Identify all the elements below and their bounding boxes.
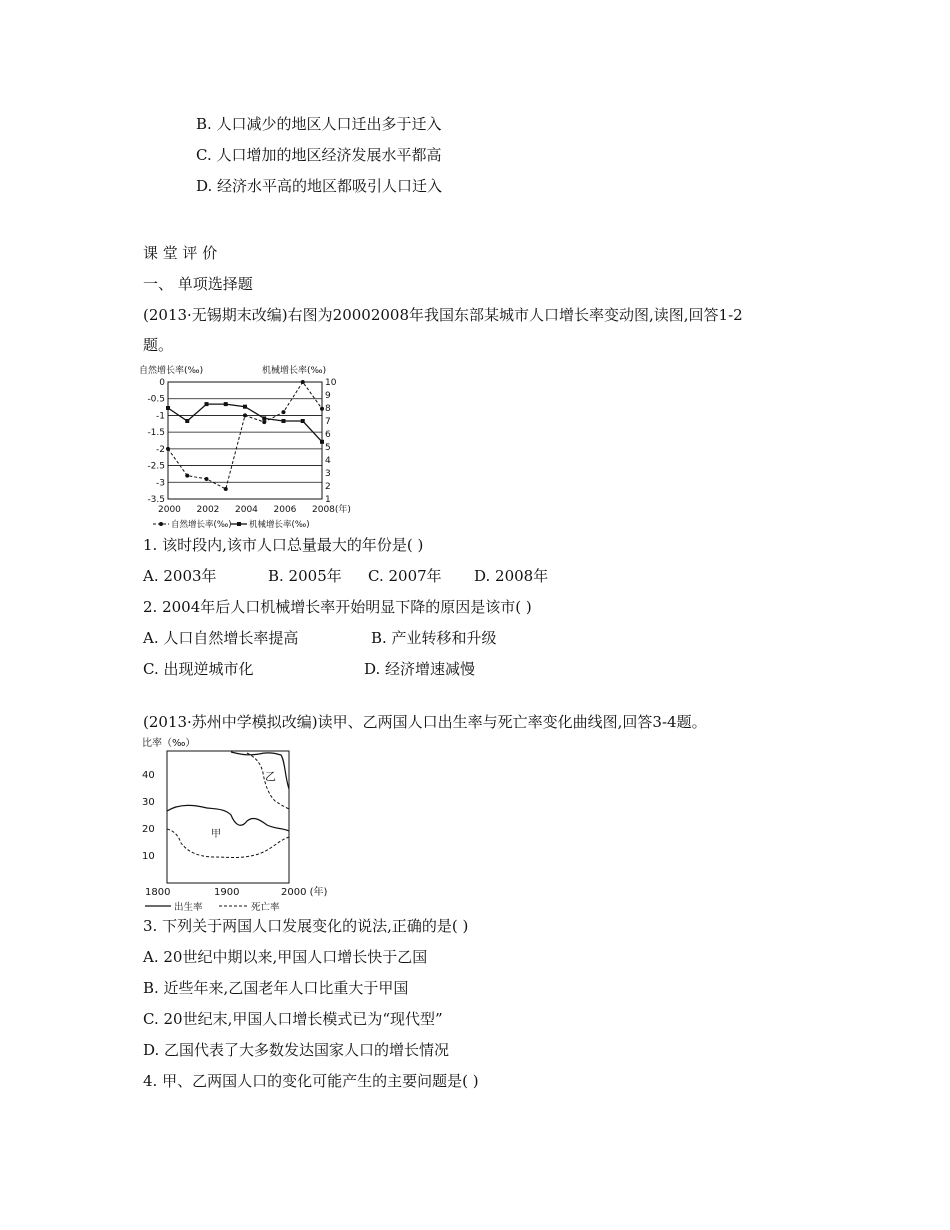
left-tick-label: -2.5: [147, 461, 165, 472]
natural-growth-point: [205, 477, 209, 481]
legend-birth: 出生率: [174, 902, 203, 913]
left-axis-title: 自然增长率(‰): [139, 366, 204, 376]
natural-growth-line: [168, 382, 322, 489]
right-tick-label: 8: [325, 404, 331, 414]
natural-growth-point: [320, 407, 324, 411]
left-tick-label: -1: [156, 411, 165, 422]
q2-options-row-1: [143, 628, 497, 648]
x-tick-1800: 1800: [145, 887, 171, 898]
right-tick-label: 4: [325, 456, 331, 466]
y-tick-10: 10: [142, 851, 155, 862]
mechanical-growth-point: [320, 440, 324, 444]
right-tick-label: 10: [325, 378, 337, 388]
jia-death-rate-line: [167, 829, 289, 858]
mechanical-growth-point: [282, 419, 286, 423]
right-tick-label: 7: [325, 417, 331, 427]
natural-growth-point: [243, 413, 247, 417]
chart1-left-ticks: [147, 378, 165, 505]
intro-1-line-1: (2013·无锡期末改编)右图为20002008年我国东部某城市人口增长率变动图,读图,回答1-2: [143, 306, 743, 324]
chart2-y-ticks: [142, 770, 155, 862]
y-tick-30: 30: [142, 797, 155, 808]
q2-stem: 2. 2004年后人口机械增长率开始明显下降的原因是该市( ): [143, 598, 532, 616]
legend-death: 死亡率: [251, 902, 280, 913]
natural-growth-point: [301, 380, 305, 384]
natural-growth-point: [185, 474, 189, 478]
natural-growth-point: [282, 410, 286, 414]
mechanical-growth-point: [301, 419, 305, 423]
chart1-grid: [168, 382, 322, 499]
x-tick-label: 2008(年): [312, 505, 351, 515]
mechanical-growth-point: [224, 402, 228, 406]
chart1-right-ticks: [325, 378, 337, 505]
chart1-x-ticks: [158, 503, 351, 515]
q1-option-c: C. 2007年: [368, 567, 442, 585]
legend-natural: 自然增长率(‰): [171, 520, 232, 530]
mechanical-growth-line: [168, 404, 322, 442]
section-title: 课 堂 评 价: [143, 244, 218, 262]
x-tick-1900: 1900: [214, 887, 240, 898]
option-b-top: B. 人口减少的地区人口迁出多于迁入: [196, 115, 442, 133]
right-tick-label: 2: [325, 482, 331, 492]
chart1-series: [166, 380, 324, 491]
x-tick-2000: 2000 (年): [281, 887, 328, 898]
x-tick-label: 2002: [196, 505, 220, 515]
chart1-legend: [153, 519, 310, 530]
label-jia: 甲: [211, 829, 221, 840]
q3-option-d: D. 乙国代表了大多数发达国家人口的增长情况: [143, 1041, 450, 1059]
intro-1-line-2: 题。: [143, 336, 174, 354]
yi-birth-rate-line: [231, 752, 289, 789]
birth-death-rate-chart: [135, 733, 335, 913]
left-tick-label: -3: [156, 478, 165, 489]
y-tick-40: 40: [142, 770, 155, 781]
chart2-x-ticks: [145, 885, 328, 898]
right-axis-title: 机械增长率(‰): [262, 366, 327, 376]
label-yi: 乙: [265, 770, 276, 783]
x-tick-label: 2000: [158, 505, 181, 515]
intro-2: (2013·苏州中学模拟改编)读甲、乙两国人口出生率与死亡率变化曲线图,回答3-4题。: [143, 713, 707, 731]
right-tick-label: 3: [325, 469, 331, 479]
right-tick-label: 5: [325, 443, 331, 453]
q2-option-b: B. 产业转移和升级: [371, 629, 497, 647]
q2-option-d: D. 经济增速减慢: [364, 660, 476, 678]
chart2-ylabel: 比率（‰）: [142, 738, 196, 749]
right-tick-label: 6: [325, 430, 331, 440]
q1-option-d: D. 2008年: [474, 567, 549, 585]
chart1-frame: [168, 382, 322, 499]
left-tick-label: -0.5: [147, 394, 165, 405]
q3-option-c: C. 20世纪末,甲国人口增长模式已为“现代型”: [143, 1010, 443, 1028]
mechanical-growth-point: [262, 416, 266, 420]
q2-option-a: A. 人口自然增长率提高: [143, 629, 299, 647]
left-tick-label: -2: [156, 444, 165, 455]
q1-options: [143, 566, 548, 586]
left-tick-label: -3.5: [147, 495, 165, 505]
natural-growth-point: [224, 487, 228, 491]
left-tick-label: -1.5: [147, 428, 165, 439]
chart2-legend: [145, 901, 280, 913]
q3-stem: 3. 下列关于两国人口发展变化的说法,正确的是( ): [143, 917, 469, 935]
x-tick-label: 2004: [235, 505, 258, 515]
mechanical-growth-point: [243, 405, 247, 409]
q3-option-b: B. 近些年来,乙国老年人口比重大于甲国: [143, 979, 409, 997]
growth-rate-chart: [135, 362, 351, 532]
right-tick-label: 9: [325, 391, 331, 401]
mechanical-growth-point: [166, 406, 170, 410]
option-c-top: C. 人口增加的地区经济发展水平都高: [196, 146, 442, 164]
natural-growth-point: [262, 420, 266, 424]
q4-stem: 4. 甲、乙两国人口的变化可能产生的主要问题是( ): [143, 1072, 479, 1090]
option-d-top: D. 经济水平高的地区都吸引人口迁入: [196, 177, 443, 195]
subsection-title: 一、 单项选择题: [143, 275, 253, 293]
q3-option-a: A. 20世纪中期以来,甲国人口增长快于乙国: [143, 948, 428, 966]
y-tick-20: 20: [142, 824, 155, 835]
legend-mechanical: 机械增长率(‰): [249, 520, 310, 530]
mechanical-growth-point: [205, 402, 209, 406]
q2-option-c: C. 出现逆城市化: [143, 660, 254, 678]
q1-option-a: A. 2003年: [143, 567, 217, 585]
natural-growth-point: [166, 447, 170, 451]
right-tick-label: 1: [325, 495, 331, 505]
jia-birth-rate-line: [167, 805, 289, 831]
left-tick-label: 0: [159, 378, 165, 388]
q1-stem: 1. 该时段内,该市人口总量最大的年份是( ): [143, 536, 424, 554]
q1-option-b: B. 2005年: [268, 567, 342, 585]
q2-options-row-2: [143, 659, 475, 679]
x-tick-label: 2006: [273, 505, 297, 515]
mechanical-growth-point: [185, 419, 189, 423]
